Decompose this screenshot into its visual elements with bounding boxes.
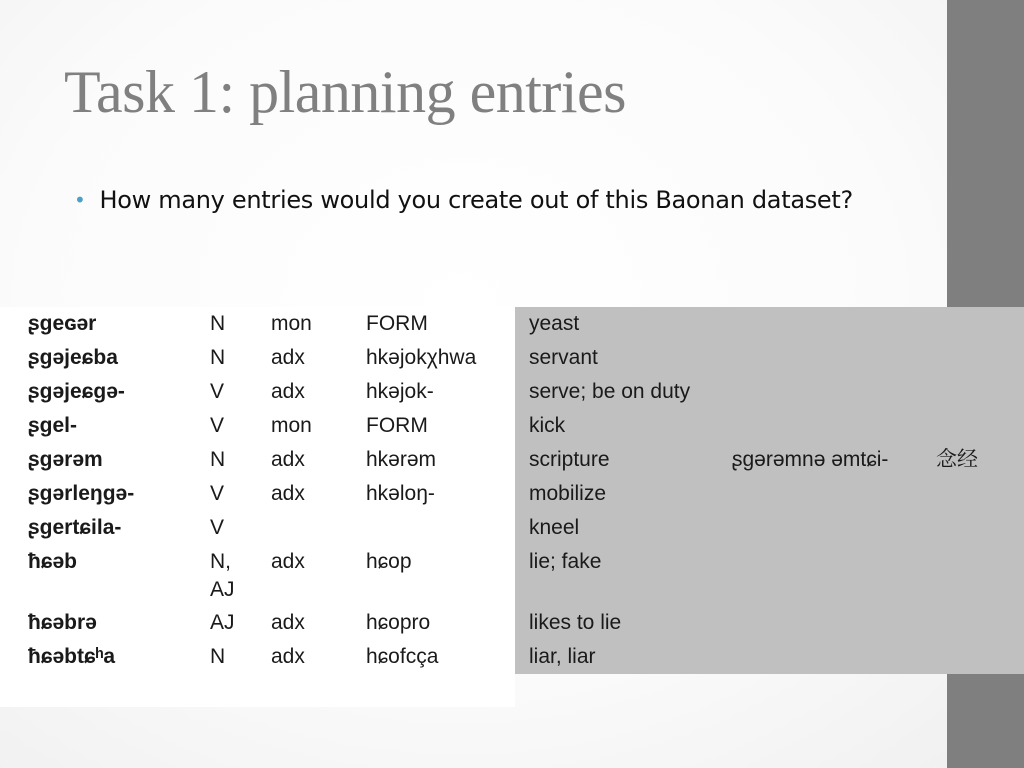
cell-cognate: FORM	[366, 414, 428, 437]
cell-pos: V	[210, 380, 225, 403]
cell-gloss: kneel	[529, 516, 580, 539]
cell-form: ʂgərleŋgə-	[28, 482, 135, 505]
bullet-dot-icon: •	[74, 188, 86, 212]
cell-gloss: scripture	[529, 448, 610, 471]
cell-form: ħɕəbtɕʰa	[28, 645, 116, 668]
cell-pos: V	[210, 482, 225, 505]
cell-cognate: hkərəm	[366, 448, 437, 471]
cell-pos: N,	[210, 550, 231, 573]
cell-form: ʂgeɢər	[28, 312, 97, 335]
cell-source: mon	[271, 312, 312, 335]
cell-form: ʂgərəm	[28, 448, 103, 471]
cell-source: adx	[271, 611, 305, 634]
cell-cognate: hɕopro	[366, 611, 431, 634]
cell-pos: AJ	[210, 578, 235, 601]
cell-form: ʂgertɕila-	[28, 516, 122, 539]
cell-pos: N	[210, 312, 226, 335]
cell-gloss: likes to lie	[529, 611, 622, 634]
cell-form: ʂgəjeɕgə-	[28, 380, 125, 403]
cell-pos: N	[210, 346, 226, 369]
cell-gloss: kick	[529, 414, 566, 437]
cell-cognate: hɕofcça	[366, 645, 439, 668]
cell-related: ʂgərəmnə əmtɕi-	[732, 448, 889, 471]
cell-chinese: 念经	[936, 448, 978, 471]
cell-gloss: mobilize	[529, 482, 607, 505]
cell-pos: N	[210, 448, 226, 471]
cell-source: mon	[271, 414, 312, 437]
cell-gloss: lie; fake	[529, 550, 602, 573]
cell-source: adx	[271, 448, 305, 471]
cell-source: adx	[271, 482, 305, 505]
cell-form: ʂgel-	[28, 414, 78, 437]
cell-gloss: servant	[529, 346, 598, 369]
cell-cognate: hɕop	[366, 550, 412, 573]
cell-source: adx	[271, 346, 305, 369]
cell-form: ħɕəbrə	[28, 611, 97, 634]
slide-title: Task 1: planning entries	[64, 59, 627, 125]
cell-pos: V	[210, 516, 225, 539]
bullet-text: How many entries would you create out of this Baonan dataset?	[99, 186, 853, 214]
cell-source: adx	[271, 645, 305, 668]
dataset-table	[0, 307, 1024, 707]
cell-gloss: serve; be on duty	[529, 380, 691, 403]
cell-pos: N	[210, 645, 226, 668]
cell-pos: AJ	[210, 611, 235, 634]
cell-form: ʂgəjeɕba	[28, 346, 118, 369]
cell-cognate: hkəjok-	[366, 380, 434, 403]
cell-gloss: liar, liar	[529, 645, 596, 668]
cell-pos: V	[210, 414, 225, 437]
cell-cognate: hkəjokχhwa	[366, 346, 477, 369]
cell-gloss: yeast	[529, 312, 580, 335]
cell-source: adx	[271, 380, 305, 403]
bullet-item	[74, 186, 853, 214]
cell-form: ħɕəb	[28, 550, 78, 573]
cell-cognate: FORM	[366, 312, 428, 335]
cell-source: adx	[271, 550, 305, 573]
cell-cognate: hkəloŋ-	[366, 482, 435, 505]
